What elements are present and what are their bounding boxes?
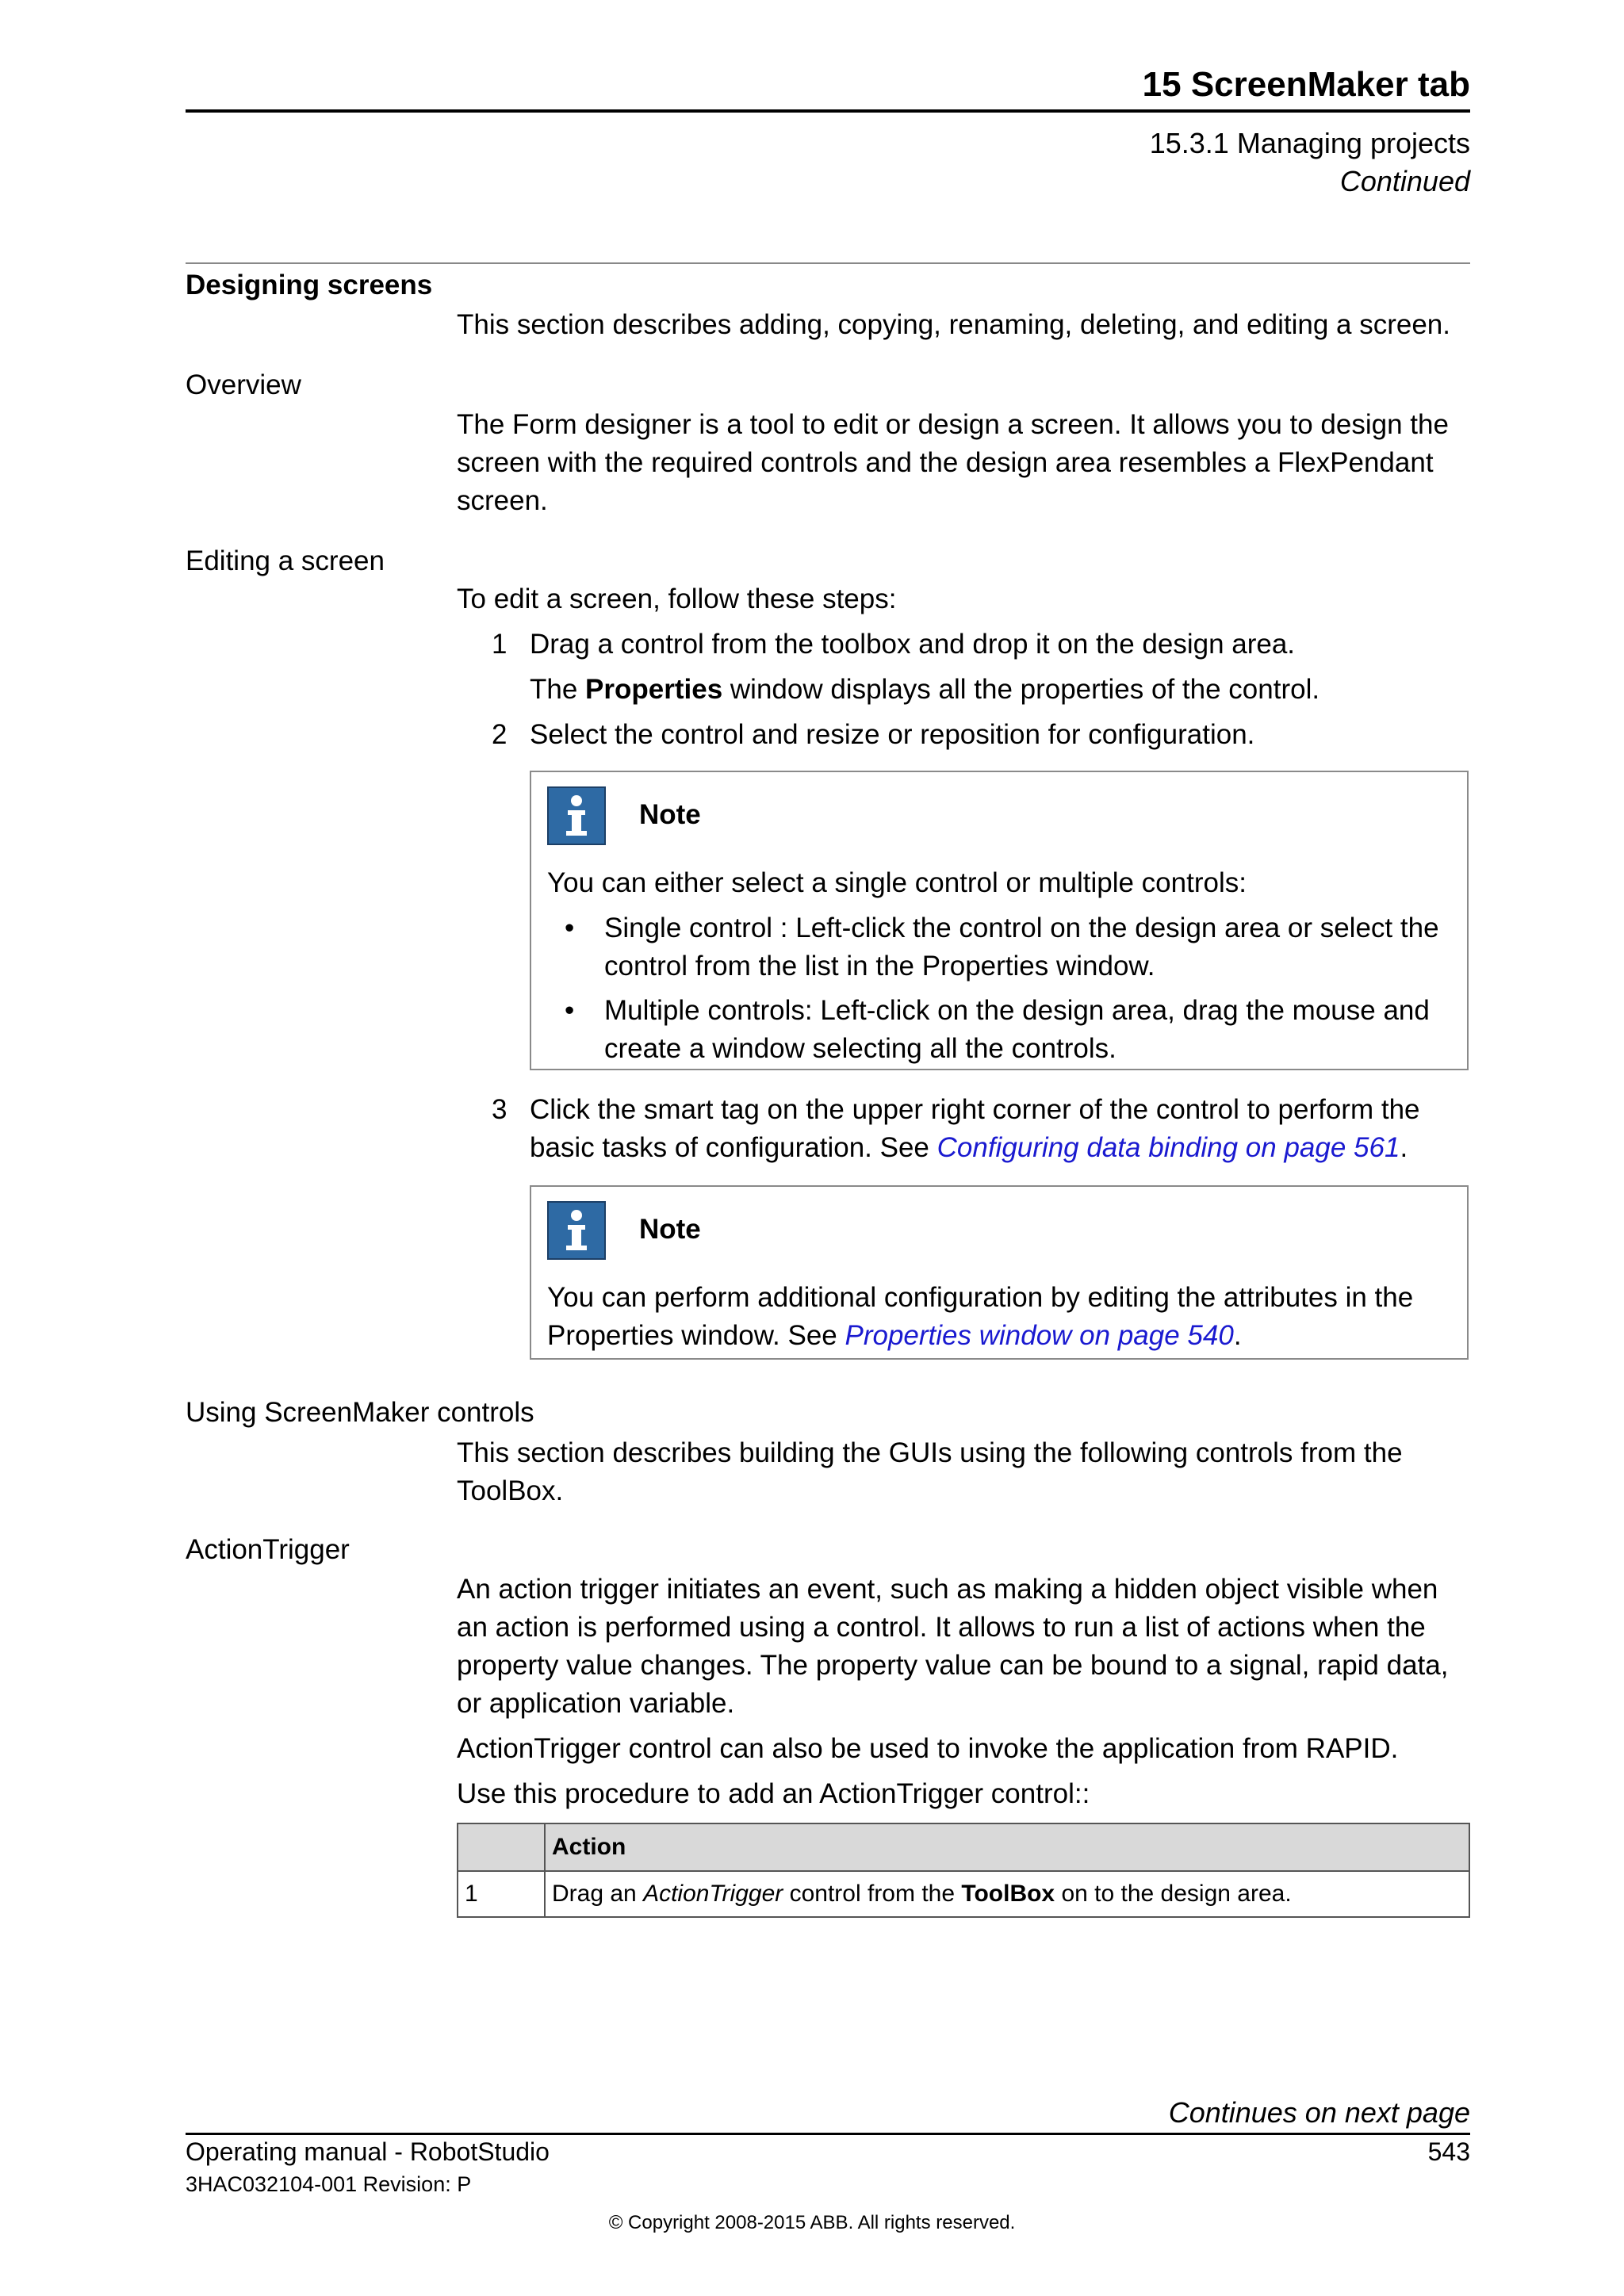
- actiontrigger-para-2: ActionTrigger control can also be used to invoke the application from RAPID.: [457, 1733, 1399, 1764]
- footer-rule: [186, 2133, 1470, 2135]
- table-row: [458, 1871, 1469, 1917]
- actiontrigger-para-3: Use this procedure to add an ActionTrigger control::: [457, 1778, 1090, 1809]
- section-title: 15.3.1 Managing projects: [1149, 127, 1470, 159]
- info-icon: [547, 786, 606, 845]
- configuring-data-binding-link[interactable]: Configuring data binding on page 561: [936, 1132, 1400, 1163]
- step-1-number: 1: [492, 629, 508, 660]
- info-icon: [547, 1201, 606, 1260]
- editing-intro: To edit a screen, follow these steps:: [457, 584, 897, 614]
- step-2-text: Select the control and resize or reposition for configuration.: [530, 719, 1255, 750]
- table-header-action: Action: [545, 1823, 1469, 1871]
- table-cell-step: 1: [458, 1871, 545, 1917]
- manual-title: Operating manual - RobotStudio: [186, 2137, 550, 2166]
- step-3-text: Click the smart tag on the upper right corner of the control to perform the basic tasks of configuration. See Configuring data binding on page 561.: [530, 1094, 1420, 1163]
- note-bullet-single: Single control : Left-click the control on the design area or select the control from the list in the Properties window.: [604, 913, 1439, 982]
- page-number: 543: [1427, 2137, 1470, 2166]
- designing-screens-intro: This section describes adding, copying, renaming, deleting, and editing a screen.: [457, 309, 1450, 340]
- actiontrigger-para-1: An action trigger initiates an event, such as making a hidden object visible when an action is performed using a control. It allows to run a list of actions when the property value changes. The property value can be bound to a signal, rapid data, or application variable.: [457, 1574, 1449, 1719]
- note-bullet-multiple: Multiple controls: Left-click on the design area, drag the mouse and create a window selecting all the controls.: [604, 995, 1430, 1064]
- header-rule: [186, 109, 1470, 113]
- note-intro: You can either select a single control or multiple controls:: [547, 867, 1247, 898]
- note-title: Note: [639, 1214, 701, 1245]
- designing-screens-heading: Designing screens: [186, 270, 433, 300]
- step-1-subtext: The Properties window displays all the properties of the control.: [530, 674, 1320, 705]
- step-3-number: 3: [492, 1094, 508, 1125]
- editing-screen-heading: Editing a screen: [186, 545, 385, 576]
- table-header-row: [458, 1823, 1469, 1871]
- actiontrigger-heading: ActionTrigger: [186, 1534, 350, 1565]
- step-2-number: 2: [492, 719, 508, 750]
- overview-heading: Overview: [186, 369, 301, 400]
- section-rule: [186, 262, 1470, 264]
- properties-window-link[interactable]: Properties window on page 540: [845, 1320, 1234, 1351]
- document-id: 3HAC032104-001 Revision: P: [186, 2172, 472, 2196]
- continues-next-page: Continues on next page: [1168, 2096, 1470, 2129]
- table-header-step: [458, 1823, 545, 1871]
- properties-bold: Properties: [585, 674, 723, 705]
- note-title: Note: [639, 799, 701, 830]
- table-cell-action: Drag an ActionTrigger control from the ToolBox on to the design area.: [545, 1871, 1469, 1917]
- step-1-text: Drag a control from the toolbox and drop it on the design area.: [530, 629, 1296, 660]
- bullet-marker: •: [565, 995, 575, 1026]
- using-controls-heading: Using ScreenMaker controls: [186, 1397, 534, 1428]
- action-table: [457, 1823, 1470, 1918]
- chapter-title: 15 ScreenMaker tab: [1142, 65, 1470, 104]
- using-controls-text: This section describes building the GUIs using the following controls from the ToolBox.: [457, 1437, 1403, 1506]
- continued-label: Continued: [1339, 165, 1470, 197]
- bullet-marker: •: [565, 913, 575, 943]
- note-2-text: You can perform additional configuration by editing the attributes in the Properties window. See Properties window on page 540.: [547, 1282, 1414, 1351]
- copyright: © Copyright 2008-2015 ABB. All rights reserved.: [608, 2212, 1016, 2233]
- overview-text: The Form designer is a tool to edit or design a screen. It allows you to design the screen with the required controls and the design area resembles a FlexPendant screen.: [457, 409, 1449, 516]
